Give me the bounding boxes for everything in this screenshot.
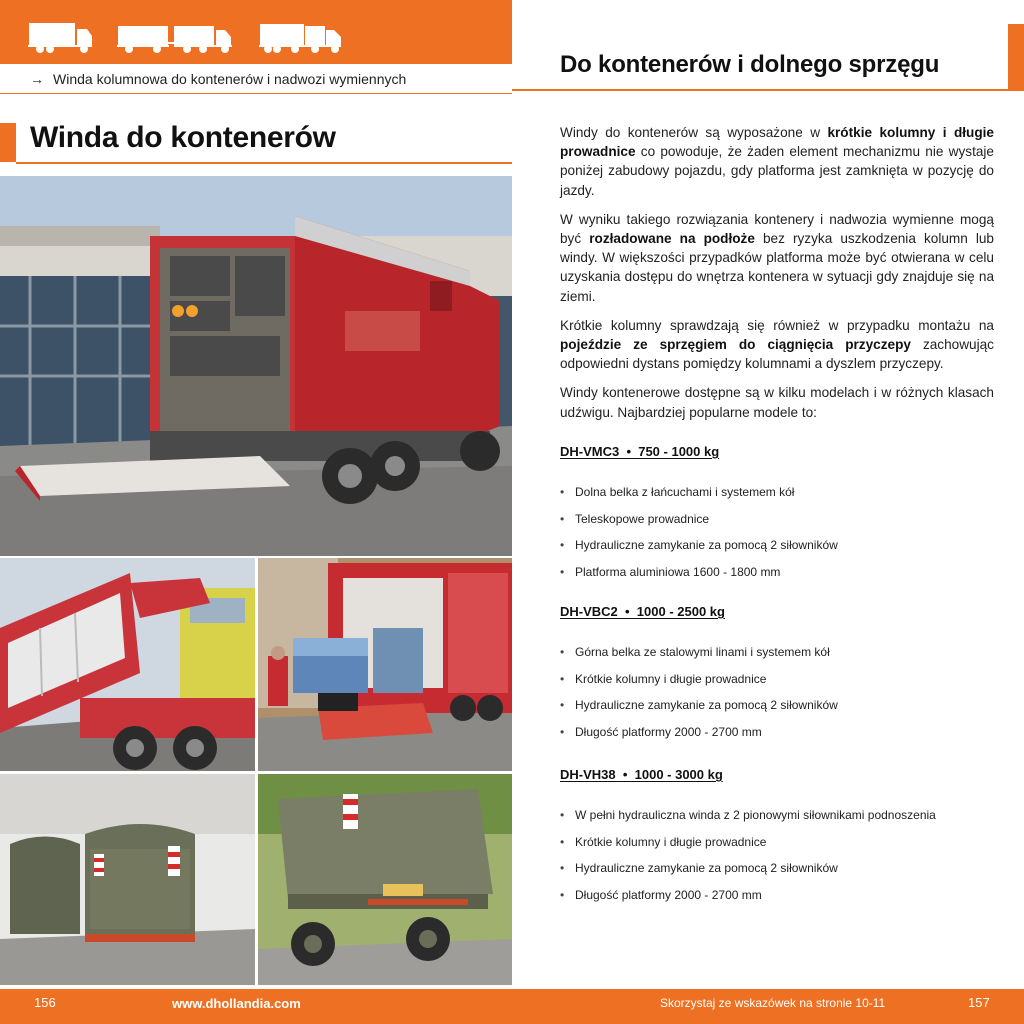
feature-list xyxy=(560,802,1000,908)
feature-list xyxy=(560,639,1000,745)
bullet-icon: • xyxy=(560,724,565,739)
list-item: • W pełni hydrauliczna winda z 2 pionowymi siłownikami podnoszenia xyxy=(560,808,936,823)
list-item: • Teleskopowe prowadnice xyxy=(560,511,710,526)
bullet-icon: • xyxy=(560,834,565,849)
paragraph: Krótkie kolumny sprawdzają się również w przypadku montażu na pojeździe ze sprzęgiem do ciągnięcia przyczepy zachowując odpowiedni dystans pomiędzy kolumnami a dyszlem przyczepy. xyxy=(560,317,994,372)
header-rule xyxy=(0,93,512,94)
bullet-icon: • xyxy=(560,698,565,713)
list-item: • Długość platformy 2000 - 2700 mm xyxy=(560,724,762,739)
model-vh38 xyxy=(560,767,1000,908)
fire-truck-container-lift-photo xyxy=(0,176,512,556)
model-vmc3 xyxy=(560,444,1000,585)
model-vbc2 xyxy=(560,604,1000,745)
list-item: • Hydrauliczne zamykanie za pomocą 2 siłowników xyxy=(560,861,838,876)
list-item: • Krótkie kolumny i długie prowadnice xyxy=(560,671,767,686)
model-title: DH-VBC2 • 1000 - 2500 kg xyxy=(560,604,725,619)
model-title: DH-VMC3 • 750 - 1000 kg xyxy=(560,444,720,459)
page-number-left: 156 xyxy=(34,995,56,1010)
list-item: • Hydrauliczne zamykanie za pomocą 2 siłowników xyxy=(560,538,838,553)
bullet-icon: • xyxy=(560,485,565,500)
title-marker xyxy=(0,123,16,162)
arrow-right-icon: → xyxy=(30,71,44,87)
feature-list xyxy=(560,479,1000,585)
list-item: • Krótkie kolumny i długie prowadnice xyxy=(560,834,767,849)
paragraph: Windy kontenerowe dostępne są w kilku modelach i w różnych klasach udźwigu. Najbardziej popularne modele to: xyxy=(560,385,994,420)
paragraph: W wyniku takiego rozwiązania kontenery i nadwozia wymienne mogą być rozładowane na podłoże bez ryzyka uszkodzenia kolumn lub windy. W większości przypadków platforma może być otwierana w celu uzyskania dostępu do wnętrza kontenera w sytuacji gdy znajduje się na ziemi. xyxy=(560,211,994,304)
truck-trailer-icon xyxy=(117,20,235,54)
military-truck-photo xyxy=(258,774,512,985)
list-item: • Dolna belka z łańcuchami i systemem kół xyxy=(560,485,795,500)
breadcrumb-text: Winda kolumnowa do kontenerów i nadwozi wymiennych xyxy=(53,71,407,87)
bullet-icon: • xyxy=(560,808,565,823)
list-item: • Platforma aluminiowa 1600 - 1800 mm xyxy=(560,564,781,579)
truck-icon xyxy=(28,20,94,54)
list-item: • Hydrauliczne zamykanie za pomocą 2 siłowników xyxy=(560,698,838,713)
bullet-icon: • xyxy=(560,887,565,902)
heading-rule xyxy=(512,89,1024,91)
bullet-icon: • xyxy=(560,564,565,579)
bullet-icon: • xyxy=(560,671,565,686)
bullet-icon: • xyxy=(560,861,565,876)
list-item: • Długość platformy 2000 - 2700 mm xyxy=(560,887,762,902)
hooklift-container-photo xyxy=(0,558,255,771)
paragraph: Windy do kontenerów są wyposażone w krótkie kolumny i długie prowadnice co powoduje, że żaden element mechanizmu nie wystaje poniżej zabudowy pojazdu, gdy platforma jest zamknięta w pozycję do jazdy. xyxy=(560,125,994,198)
bullet-icon: • xyxy=(560,645,565,660)
list-item: • Górna belka ze stalowymi linami i systemem kół xyxy=(560,645,830,660)
website-link[interactable]: www.dhollandia.com xyxy=(172,996,301,1011)
section-heading: Do kontenerów i dolnego sprzęgu xyxy=(560,51,940,78)
breadcrumb xyxy=(30,71,406,87)
military-containers-photo xyxy=(0,774,255,985)
title-rule xyxy=(16,162,512,164)
page-title: Winda do kontenerów xyxy=(30,121,336,154)
intro-text xyxy=(560,123,994,432)
bullet-icon: • xyxy=(560,511,565,526)
bullet-icon: • xyxy=(560,538,565,553)
heading-marker xyxy=(1008,24,1024,90)
delivery-truck-pallets-photo xyxy=(258,558,512,771)
truck-trailer-icon xyxy=(259,20,343,54)
model-title: DH-VH38 • 1000 - 3000 kg xyxy=(560,767,723,782)
page-number-right: 157 xyxy=(968,995,990,1010)
title-block xyxy=(0,123,512,163)
footer-tip: Skorzystaj ze wskazówek na stronie 10-11 xyxy=(660,996,886,1010)
